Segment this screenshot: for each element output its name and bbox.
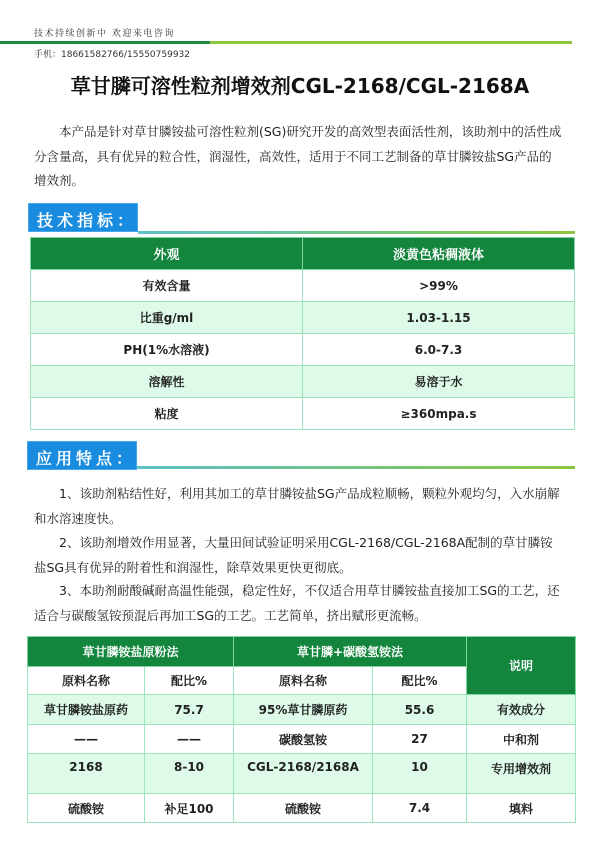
section-divider bbox=[138, 231, 575, 234]
section-heading-spec: 技术指标： bbox=[28, 203, 138, 232]
subheader-cell: 原料名称 bbox=[28, 667, 145, 695]
header-divider-light bbox=[210, 41, 572, 44]
formula-table bbox=[27, 636, 576, 823]
cell: 碳酸氢铵 bbox=[234, 725, 373, 754]
spec-table bbox=[30, 237, 575, 430]
spec-label: 比重g/ml bbox=[31, 302, 303, 334]
cell: CGL-2168/2168A bbox=[234, 754, 373, 794]
cell: 55.6 bbox=[373, 695, 467, 725]
section-divider bbox=[137, 466, 575, 469]
header-slogan: 技术持续创新中 欢迎来电咨询 bbox=[34, 29, 175, 39]
spec-label: 粘度 bbox=[31, 398, 303, 430]
feature-item: 2、该助剂增效作用显著，大量田间试验证明采用CGL-2168/CGL-2168A配制的草甘膦铵盐SG具有优异的附着性和润湿性，除草效果更快更彻底。 bbox=[34, 535, 553, 575]
spec-value: ≥360mpa.s bbox=[303, 398, 575, 430]
method-header: 草甘膦+碳酸氢铵法 bbox=[234, 637, 467, 667]
cell: 27 bbox=[373, 725, 467, 754]
cell: 中和剂 bbox=[467, 725, 576, 754]
cell: 硫酸铵 bbox=[234, 794, 373, 823]
subheader-cell: 配比% bbox=[373, 667, 467, 695]
cell: —— bbox=[145, 725, 234, 754]
table-row bbox=[28, 725, 576, 754]
table-row bbox=[28, 695, 576, 725]
table-row bbox=[28, 754, 576, 794]
cell: 75.7 bbox=[145, 695, 234, 725]
cell: 硫酸铵 bbox=[28, 794, 145, 823]
cell: 8-10 bbox=[145, 754, 234, 794]
cell: —— bbox=[28, 725, 145, 754]
intro-paragraph: 本产品是针对草甘膦铵盐可溶性粒剂(SG)研究开发的高效型表面活性剂，该助剂中的活性成分含量高，具有优异的粒合性，润湿性，高效性，适用于不同工艺制备的草甘膦铵盐SG产品的增效剂。 bbox=[34, 124, 562, 188]
table-row bbox=[31, 334, 575, 366]
table-row bbox=[31, 302, 575, 334]
header-phone: 手机：18661582766/15550759932 bbox=[34, 50, 191, 60]
feature-item: 3、本助剂耐酸碱耐高温性能强，稳定性好，不仅适合用草甘膦铵盐直接加工SG的工艺，还适合与碳酸氢铵预混后再加工SG的工艺。工艺简单，挤出赋形更流畅。 bbox=[34, 583, 560, 623]
subheader-cell: 原料名称 bbox=[234, 667, 373, 695]
spec-header-cell: 外观 bbox=[31, 238, 303, 270]
cell: 专用增效剂 bbox=[467, 754, 576, 794]
table-row bbox=[28, 794, 576, 823]
spec-value: >99% bbox=[303, 270, 575, 302]
feature-item: 1、该助剂粘结性好，利用其加工的草甘膦铵盐SG产品成粒顺畅，颗粒外观均匀，入水崩解和水溶速度快。 bbox=[34, 486, 560, 526]
spec-value: 1.03-1.15 bbox=[303, 302, 575, 334]
spec-value: 6.0-7.3 bbox=[303, 334, 575, 366]
cell: 2168 bbox=[28, 754, 145, 794]
table-row bbox=[31, 398, 575, 430]
spec-header-cell: 淡黄色粘稠液体 bbox=[303, 238, 575, 270]
note-header: 说明 bbox=[467, 637, 576, 695]
cell: 草甘膦铵盐原药 bbox=[28, 695, 145, 725]
cell: 补足100 bbox=[145, 794, 234, 823]
table-row bbox=[31, 270, 575, 302]
cell: 7.4 bbox=[373, 794, 467, 823]
header-divider-dark bbox=[0, 41, 210, 44]
subheader-cell: 配比% bbox=[145, 667, 234, 695]
spec-label: 有效含量 bbox=[31, 270, 303, 302]
cell: 有效成分 bbox=[467, 695, 576, 725]
table-row bbox=[31, 366, 575, 398]
spec-header-row bbox=[31, 238, 575, 270]
method-header: 草甘膦铵盐原粉法 bbox=[28, 637, 234, 667]
cell: 填料 bbox=[467, 794, 576, 823]
spec-label: 溶解性 bbox=[31, 366, 303, 398]
formula-method-row bbox=[28, 637, 576, 667]
spec-value: 易溶于水 bbox=[303, 366, 575, 398]
cell: 10 bbox=[373, 754, 467, 794]
cell: 95%草甘膦原药 bbox=[234, 695, 373, 725]
spec-label: PH(1%水溶液) bbox=[31, 334, 303, 366]
section-heading-features: 应用特点： bbox=[27, 441, 137, 470]
page-title: 草甘膦可溶性粒剂增效剂CGL-2168/CGL-2168A bbox=[70, 74, 530, 98]
